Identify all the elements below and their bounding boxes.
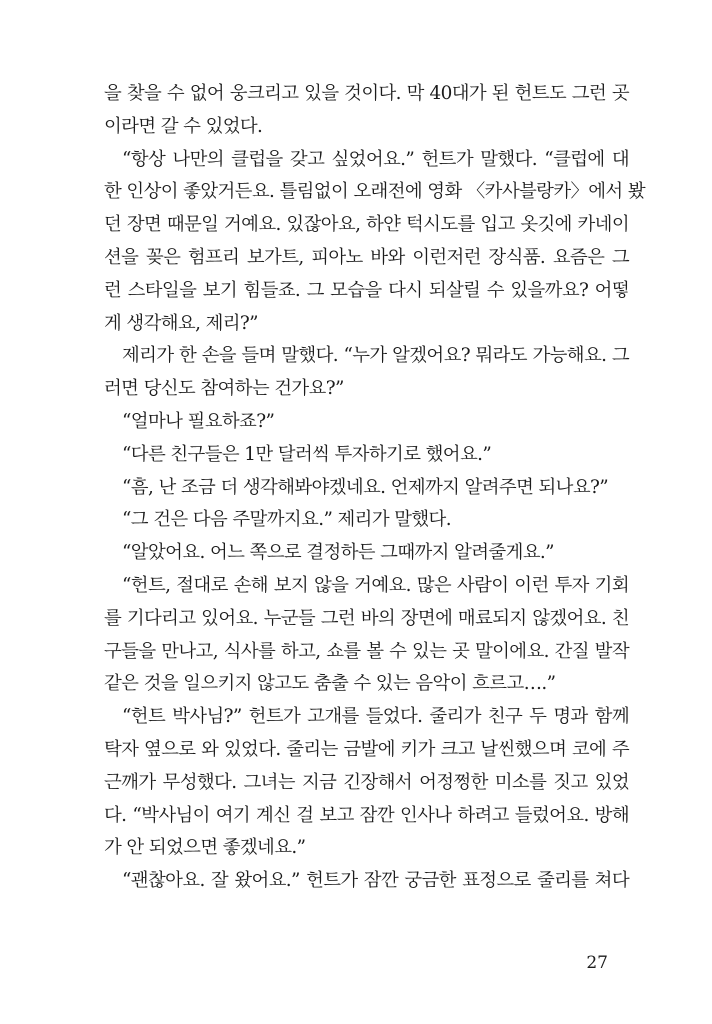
text-line: “알았어요. 어느 쪽으로 결정하든 그때까지 알려줄게요.” [122,542,554,564]
text-line: 가 안 되었으면 좋겠네요.” [104,837,306,859]
page-body-text [104,78,646,898]
text-line: 게 생각해요, 제리?” [104,312,258,334]
text-line: 같은 것을 일으키지 않고도 춤출 수 있는 음악이 흐르고….” [104,673,556,695]
text-line: 런 스타일을 보기 힘들죠. 그 모습을 다시 되살릴 수 있을까요? 어떻 [104,279,629,301]
text-line: “괜찮아요. 잘 왔어요.” 헌트가 잠깐 궁금한 표정으로 줄리를 쳐다 [122,870,629,892]
text-line: 이라면 갈 수 있었다. [104,115,263,137]
text-line: 을 찾을 수 없어 웅크리고 있을 것이다. 막 40대가 된 헌트도 그런 곳 [104,83,629,104]
text-line: 를 기다리고 있어요. 누군들 그런 바의 장면에 매료되지 않겠어요. 친 [104,607,629,629]
text-line: “그 건은 다음 주말까지요.” 제리가 말했다. [122,509,451,531]
text-line: “헌트, 절대로 손해 보지 않을 거예요. 많은 사람이 이런 투자 기회 [122,574,629,596]
text-line: “흠, 난 조금 더 생각해봐야겠네요. 언제까지 알려주면 되나요?” [122,476,609,498]
text-line: 근깨가 무성했다. 그녀는 지금 긴장해서 어정쩡한 미소를 짓고 있었 [104,771,629,793]
text-line: “헌트 박사님?” 헌트가 고개를 들었다. 줄리가 친구 두 명과 함께 [122,706,629,728]
text-line: 구들을 만나고, 식사를 하고, 쇼를 볼 수 있는 곳 말이에요. 간질 발작 [104,640,629,662]
text-line: 러면 당신도 참여하는 건가요?” [104,378,344,400]
text-line: 제리가 한 손을 들며 말했다. “누가 알겠어요? 뭐라도 가능해요. 그 [122,345,629,367]
text-line: 한 인상이 좋았거든요. 틀림없이 오래전에 영화 〈카사블랑카〉에서 봤 [104,181,646,203]
text-line: 다. “박사님이 여기 계신 걸 보고 잠깐 인사나 하려고 들렀어요. 방해 [104,804,629,826]
text-line: 던 장면 때문일 거예요. 있잖아요, 하얀 턱시도를 입고 옷깃에 카네이 [104,214,629,236]
page-number: 27 [586,953,608,973]
text-line: “다른 친구들은 1만 달러씩 투자하기로 했어요.” [122,443,492,465]
text-line: “얼마나 필요하죠?” [122,410,275,432]
text-line: 탁자 옆으로 와 있었다. 줄리는 금발에 키가 크고 날씬했으며 코에 주 [104,738,629,760]
text-line: “항상 나만의 클럽을 갖고 싶었어요.” 헌트가 말했다. “클럽에 대 [122,148,629,170]
text-line: 션을 꽂은 험프리 보가트, 피아노 바와 이런저런 장식품. 요즘은 그 [104,246,629,268]
